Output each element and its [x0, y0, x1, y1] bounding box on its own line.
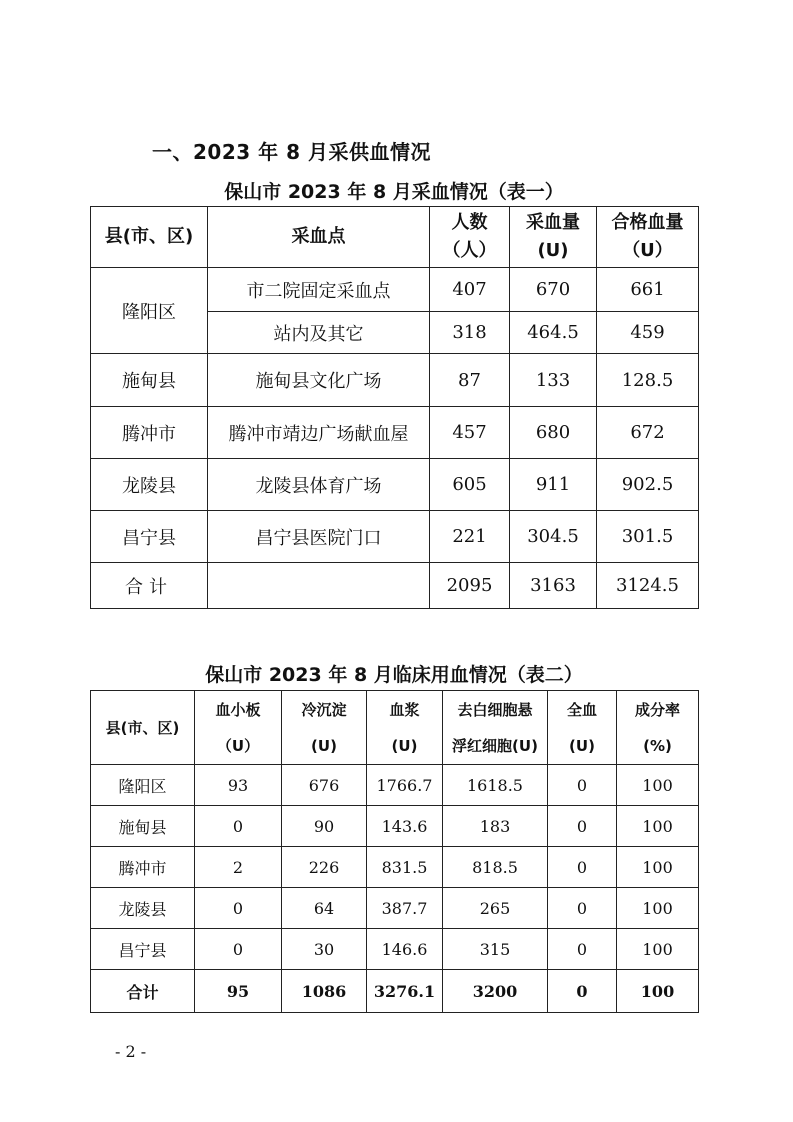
cell-platelet: 0 — [195, 888, 282, 929]
cell-rate: 100 — [617, 806, 699, 847]
cell-site: 昌宁县医院门口 — [208, 511, 430, 563]
header-rbc — [443, 691, 548, 765]
header-rbc-line2: 浮红细胞(U) — [452, 736, 538, 755]
cell-rate: 100 — [617, 929, 699, 970]
cell-rbc: 1618.5 — [443, 765, 548, 806]
cell-people: 87 — [430, 354, 510, 407]
header-cryo — [282, 691, 367, 765]
cell-rbc: 265 — [443, 888, 548, 929]
cell-volume: 670 — [510, 268, 597, 312]
cell-county: 昌宁县 — [91, 511, 208, 563]
cell-plasma: 387.7 — [367, 888, 443, 929]
header-people — [430, 207, 510, 268]
cell-qualified: 672 — [597, 407, 699, 459]
table-row — [91, 354, 699, 407]
cell-plasma: 1766.7 — [367, 765, 443, 806]
cell-cryo: 90 — [282, 806, 367, 847]
cell-cryo: 64 — [282, 888, 367, 929]
cell-cryo: 226 — [282, 847, 367, 888]
cell-volume: 911 — [510, 459, 597, 511]
header-volume-line1: 采血量 — [526, 212, 580, 233]
cell-rbc: 315 — [443, 929, 548, 970]
cell-county: 腾冲市 — [91, 407, 208, 459]
cell-qualified: 128.5 — [597, 354, 699, 407]
cell-cryo: 676 — [282, 765, 367, 806]
cell-rate: 100 — [617, 847, 699, 888]
cell-rbc: 818.5 — [443, 847, 548, 888]
cell-whole: 0 — [548, 806, 617, 847]
table-row — [91, 268, 699, 312]
cell-people: 318 — [430, 312, 510, 354]
table1-caption: 保山市 2023 年 8 月采血情况（表一） — [224, 181, 564, 203]
total-cryo: 1086 — [282, 970, 367, 1013]
cell-county: 腾冲市 — [91, 847, 195, 888]
cell-county: 施甸县 — [91, 806, 195, 847]
cell-people: 407 — [430, 268, 510, 312]
header-platelet-line2: （U） — [216, 736, 260, 755]
cell-site: 施甸县文化广场 — [208, 354, 430, 407]
clinical-blood-use-table — [90, 690, 699, 1013]
total-label: 合计 — [91, 563, 208, 609]
cell-rate: 100 — [617, 765, 699, 806]
page-number: - 2 - — [115, 1042, 147, 1061]
header-whole-line1: 全血 — [566, 700, 597, 719]
header-rate — [617, 691, 699, 765]
header-plasma — [367, 691, 443, 765]
header-platelet-line1: 血小板 — [215, 700, 261, 719]
header-whole-line2: (U) — [569, 736, 595, 755]
table-row — [91, 888, 699, 929]
cell-qualified: 661 — [597, 268, 699, 312]
cell-whole: 0 — [548, 847, 617, 888]
cell-people: 221 — [430, 511, 510, 563]
header-cryo-line2: (U) — [311, 736, 337, 755]
total-plasma: 3276.1 — [367, 970, 443, 1013]
cell-county: 隆阳区 — [91, 765, 195, 806]
cell-platelet: 0 — [195, 806, 282, 847]
cell-qualified: 902.5 — [597, 459, 699, 511]
cell-rbc: 183 — [443, 806, 548, 847]
cell-site: 市二院固定采血点 — [208, 268, 430, 312]
cell-platelet: 93 — [195, 765, 282, 806]
table-total-row — [91, 970, 699, 1013]
table-row — [91, 929, 699, 970]
cell-county: 龙陵县 — [91, 888, 195, 929]
table-total-row — [91, 563, 699, 609]
cell-whole: 0 — [548, 888, 617, 929]
cell-qualified: 459 — [597, 312, 699, 354]
cell-site — [208, 563, 430, 609]
cell-rate: 100 — [617, 888, 699, 929]
table-row — [91, 765, 699, 806]
cell-platelet: 0 — [195, 929, 282, 970]
header-qualified — [597, 207, 699, 268]
blood-collection-table — [90, 206, 699, 609]
header-volume — [510, 207, 597, 268]
table2-caption: 保山市 2023 年 8 月临床用血情况（表二） — [205, 664, 583, 686]
table-header-row — [91, 207, 699, 268]
cell-volume: 464.5 — [510, 312, 597, 354]
header-people-line2: （人） — [442, 240, 497, 261]
total-qualified: 3124.5 — [597, 563, 699, 609]
cell-volume: 133 — [510, 354, 597, 407]
header-cryo-line1: 冷沉淀 — [301, 700, 347, 719]
cell-plasma: 146.6 — [367, 929, 443, 970]
cell-plasma: 831.5 — [367, 847, 443, 888]
header-platelet — [195, 691, 282, 765]
table-row — [91, 847, 699, 888]
header-county: 县(市、区) — [91, 207, 208, 268]
total-rate: 100 — [617, 970, 699, 1013]
cell-cryo: 30 — [282, 929, 367, 970]
table-row — [91, 511, 699, 563]
header-rbc-line1: 去白细胞悬 — [457, 700, 533, 719]
cell-site: 龙陵县体育广场 — [208, 459, 430, 511]
cell-county: 昌宁县 — [91, 929, 195, 970]
table-row — [91, 459, 699, 511]
cell-volume: 680 — [510, 407, 597, 459]
header-rate-line1: 成分率 — [634, 700, 680, 719]
cell-whole: 0 — [548, 765, 617, 806]
total-volume: 3163 — [510, 563, 597, 609]
header-plasma-line1: 血浆 — [389, 700, 420, 719]
cell-county: 施甸县 — [91, 354, 208, 407]
total-rbc: 3200 — [443, 970, 548, 1013]
cell-people: 457 — [430, 407, 510, 459]
total-people: 2095 — [430, 563, 510, 609]
cell-platelet: 2 — [195, 847, 282, 888]
cell-whole: 0 — [548, 929, 617, 970]
header-site: 采血点 — [208, 207, 430, 268]
table-header-row — [91, 691, 699, 765]
header-qualified-line2: （U） — [622, 240, 673, 261]
cell-county: 龙陵县 — [91, 459, 208, 511]
header-county: 县(市、区) — [91, 691, 195, 765]
cell-volume: 304.5 — [510, 511, 597, 563]
cell-site: 站内及其它 — [208, 312, 430, 354]
header-rate-line2: (%) — [643, 736, 672, 755]
header-plasma-line2: (U) — [391, 736, 418, 755]
header-whole-blood — [548, 691, 617, 765]
total-whole: 0 — [548, 970, 617, 1013]
section-heading: 一、2023 年 8 月采供血情况 — [152, 140, 431, 164]
cell-site: 腾冲市靖边广场献血屋 — [208, 407, 430, 459]
table-row — [91, 806, 699, 847]
header-volume-line2: (U) — [537, 240, 569, 261]
cell-plasma: 143.6 — [367, 806, 443, 847]
table-row — [91, 407, 699, 459]
total-platelet: 95 — [195, 970, 282, 1013]
cell-qualified: 301.5 — [597, 511, 699, 563]
total-label: 合计 — [91, 970, 195, 1013]
cell-people: 605 — [430, 459, 510, 511]
header-qualified-line1: 合格血量 — [611, 212, 684, 233]
header-people-line1: 人数 — [451, 212, 488, 233]
cell-county: 隆阳区 — [91, 268, 208, 354]
